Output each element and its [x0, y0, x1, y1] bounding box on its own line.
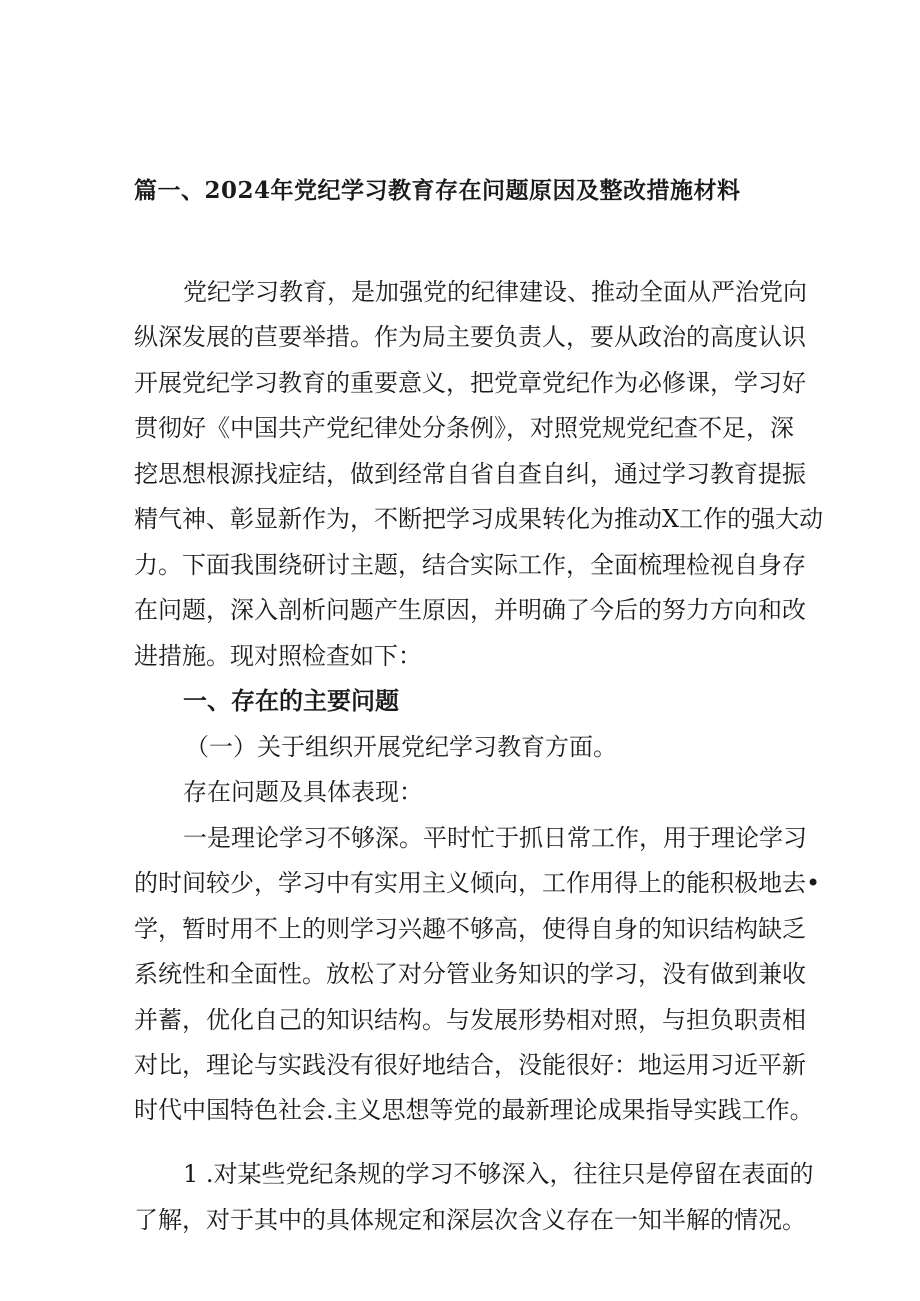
numbered-item-line: 1 .对某些党纪条规的学习不够深入，往往只是停留在表面的	[183, 1160, 814, 1188]
point-line: 时代中国特色社会.主义思想等党的最新理论成果指导实践工作。	[134, 1096, 814, 1124]
intro-line: 精气神、彰显新作为，不断把学习成果转化为推动X工作的强大动	[134, 505, 824, 533]
intro-line: 力。下面我围绕研讨主题，结合实际工作，全面梳理检视自身存	[134, 551, 806, 579]
intro-line: 进措施。现对照检查如下：	[134, 642, 422, 670]
intro-line: 纵深发展的苣要举措。作为局主要负责人，要从政治的高度认识	[134, 323, 806, 351]
section-heading: 一、存在的主要问题	[183, 686, 399, 715]
intro-line: 贯彻好《中国共产党纪律处分条例》，对照党规党纪查不足，深	[134, 414, 794, 442]
point-line: 对比，理论与实践没有很好地结合，没能很好：地运用习近平新	[134, 1051, 806, 1079]
document-title: 篇一、2024年党纪学习教育存在问题原因及整改措施材料	[134, 177, 741, 204]
intro-line: 党纪学习教育，是加强党的纪律建设、推动全面从严治党向	[183, 278, 807, 306]
point-line: 系统性和全面性。放松了对分管业务知识的学习，没有做到兼收	[134, 960, 806, 988]
point-line: 学，暂时用不上的则学习兴趣不够高，使得自身的知识结构缺乏	[134, 915, 806, 943]
intro-line: 开展党纪学习教育的重要意义，把党章党纪作为必修课，学习好	[134, 369, 806, 397]
intro-line: 在问题，深入剖析问题产生原因，并明确了今后的努力方向和改	[134, 596, 806, 624]
subsection-heading: （一）关于组织开展党纪学习教育方面。	[185, 733, 617, 761]
intro-line: 挖思想根源找症结，做到经常自省自查自纠，通过学习教育提振	[134, 460, 806, 488]
issues-label: 存在问题及具体表现：	[183, 778, 423, 806]
point-line: 一是理论学习不够深。平时忙于抓日常工作，用于理论学习	[183, 824, 807, 852]
numbered-item-line: 了解，对于其中的具体规定和深层次含义存在一知半解的情况。	[134, 1206, 806, 1234]
point-line: 并蓄，优化自己的知识结构。与发展形势相对照，与担负职责相	[134, 1006, 806, 1034]
point-line: 的时间较少，学习中有实用主义倾向，工作用得上的能积极地去•	[134, 869, 821, 897]
